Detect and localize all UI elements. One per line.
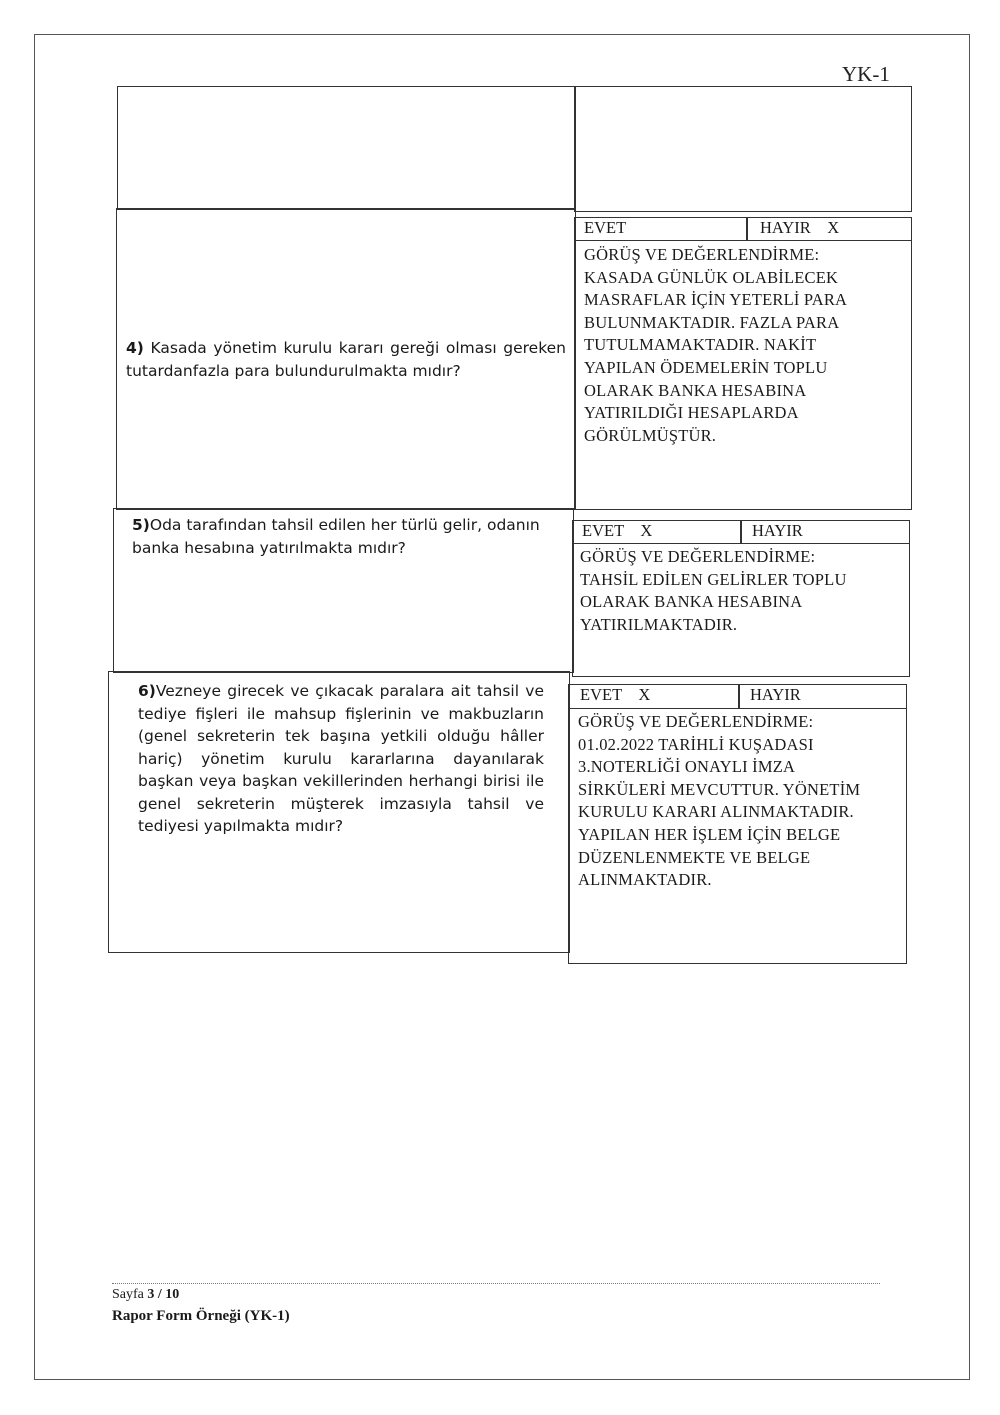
question-text: Oda tarafından tahsil edilen her türlü gelir, odanın banka hesabına yatırılmakta mıdır? bbox=[132, 516, 540, 557]
footer-form-name: Rapor Form Örneği (YK-1) bbox=[112, 1308, 290, 1324]
answer-text: TAHSİL EDİLEN GELİRLER TOPLU OLARAK BANKA HESABINA YATIRILMAKTADIR. bbox=[580, 569, 847, 634]
empty-question-cell bbox=[117, 86, 576, 210]
question-number: 5) bbox=[132, 516, 150, 534]
question-6 bbox=[138, 680, 544, 838]
question-number: 6) bbox=[138, 682, 156, 700]
answer-text: KASADA GÜNLÜK OLABİLECEK MASRAFLAR İÇİN YETERLİ PARA BULUNMAKTADIR. FAZLA PARA TUTULMAMAKTADIR. NAKİT YAPILAN ÖDEMELERİN TOPLU OLARAK BANKA HESABINA YATIRILDIĞI HESAPLARDA GÖRÜLMÜŞTÜR. bbox=[584, 267, 847, 445]
question-text: Kasada yönetim kurulu kararı gereği olması gereken tutardanfazla para bulundurulmakta mıdır? bbox=[126, 339, 566, 380]
answer-5 bbox=[580, 546, 880, 636]
footer-page bbox=[112, 1287, 179, 1303]
document-code: YK-1 bbox=[842, 62, 890, 86]
answer-title: GÖRÜŞ VE DEĞERLENDİRME: bbox=[580, 547, 816, 566]
hayir-label-5: HAYIR bbox=[752, 521, 803, 540]
evet-label-5: EVET X bbox=[582, 521, 653, 540]
hayir-label-6: HAYIR bbox=[750, 685, 801, 704]
question-number: 4) bbox=[126, 339, 144, 357]
footer-page-number: 3 / 10 bbox=[147, 1287, 180, 1302]
empty-answer-cell bbox=[574, 86, 912, 212]
question-5 bbox=[132, 514, 542, 559]
footer-page-label: Sayfa bbox=[112, 1287, 144, 1302]
evet-label-4: EVET bbox=[584, 218, 627, 237]
answer-title: GÖRÜŞ VE DEĞERLENDİRME: bbox=[584, 245, 820, 264]
hayir-label-4: HAYIR X bbox=[760, 218, 840, 237]
answer-6 bbox=[578, 711, 878, 892]
evet-label-6: EVET X bbox=[580, 685, 651, 704]
footer-rule bbox=[112, 1283, 880, 1285]
answer-4 bbox=[584, 244, 884, 447]
question-text: Vezneye girecek ve çıkacak paralara ait tahsil ve tediye fişleri ile mahsup fişlerinin ve makbuzların (genel sekreterin tek başına yetkili olduğu hâller hariç) yönetim kurulu kararlarına dayanılarak başkan veya başkan vekillerinden herhangi birisi ile genel sekreterin müşterek imzasıyla tahsil ve tediyesi yapılmakta mıdır? bbox=[138, 682, 544, 835]
question-4 bbox=[126, 337, 566, 382]
answer-text: 01.02.2022 TARİHLİ KUŞADASI 3.NOTERLİĞİ ONAYLI İMZA SİRKÜLERİ MEVCUTTUR. YÖNETİM KURULU KARARI ALINMAKTADIR. YAPILAN HER İŞLEM İÇİN BELGE DÜZENLENMEKTE VE BELGE ALINMAKTADIR. bbox=[578, 734, 861, 890]
answer-title: GÖRÜŞ VE DEĞERLENDİRME: bbox=[578, 712, 814, 731]
